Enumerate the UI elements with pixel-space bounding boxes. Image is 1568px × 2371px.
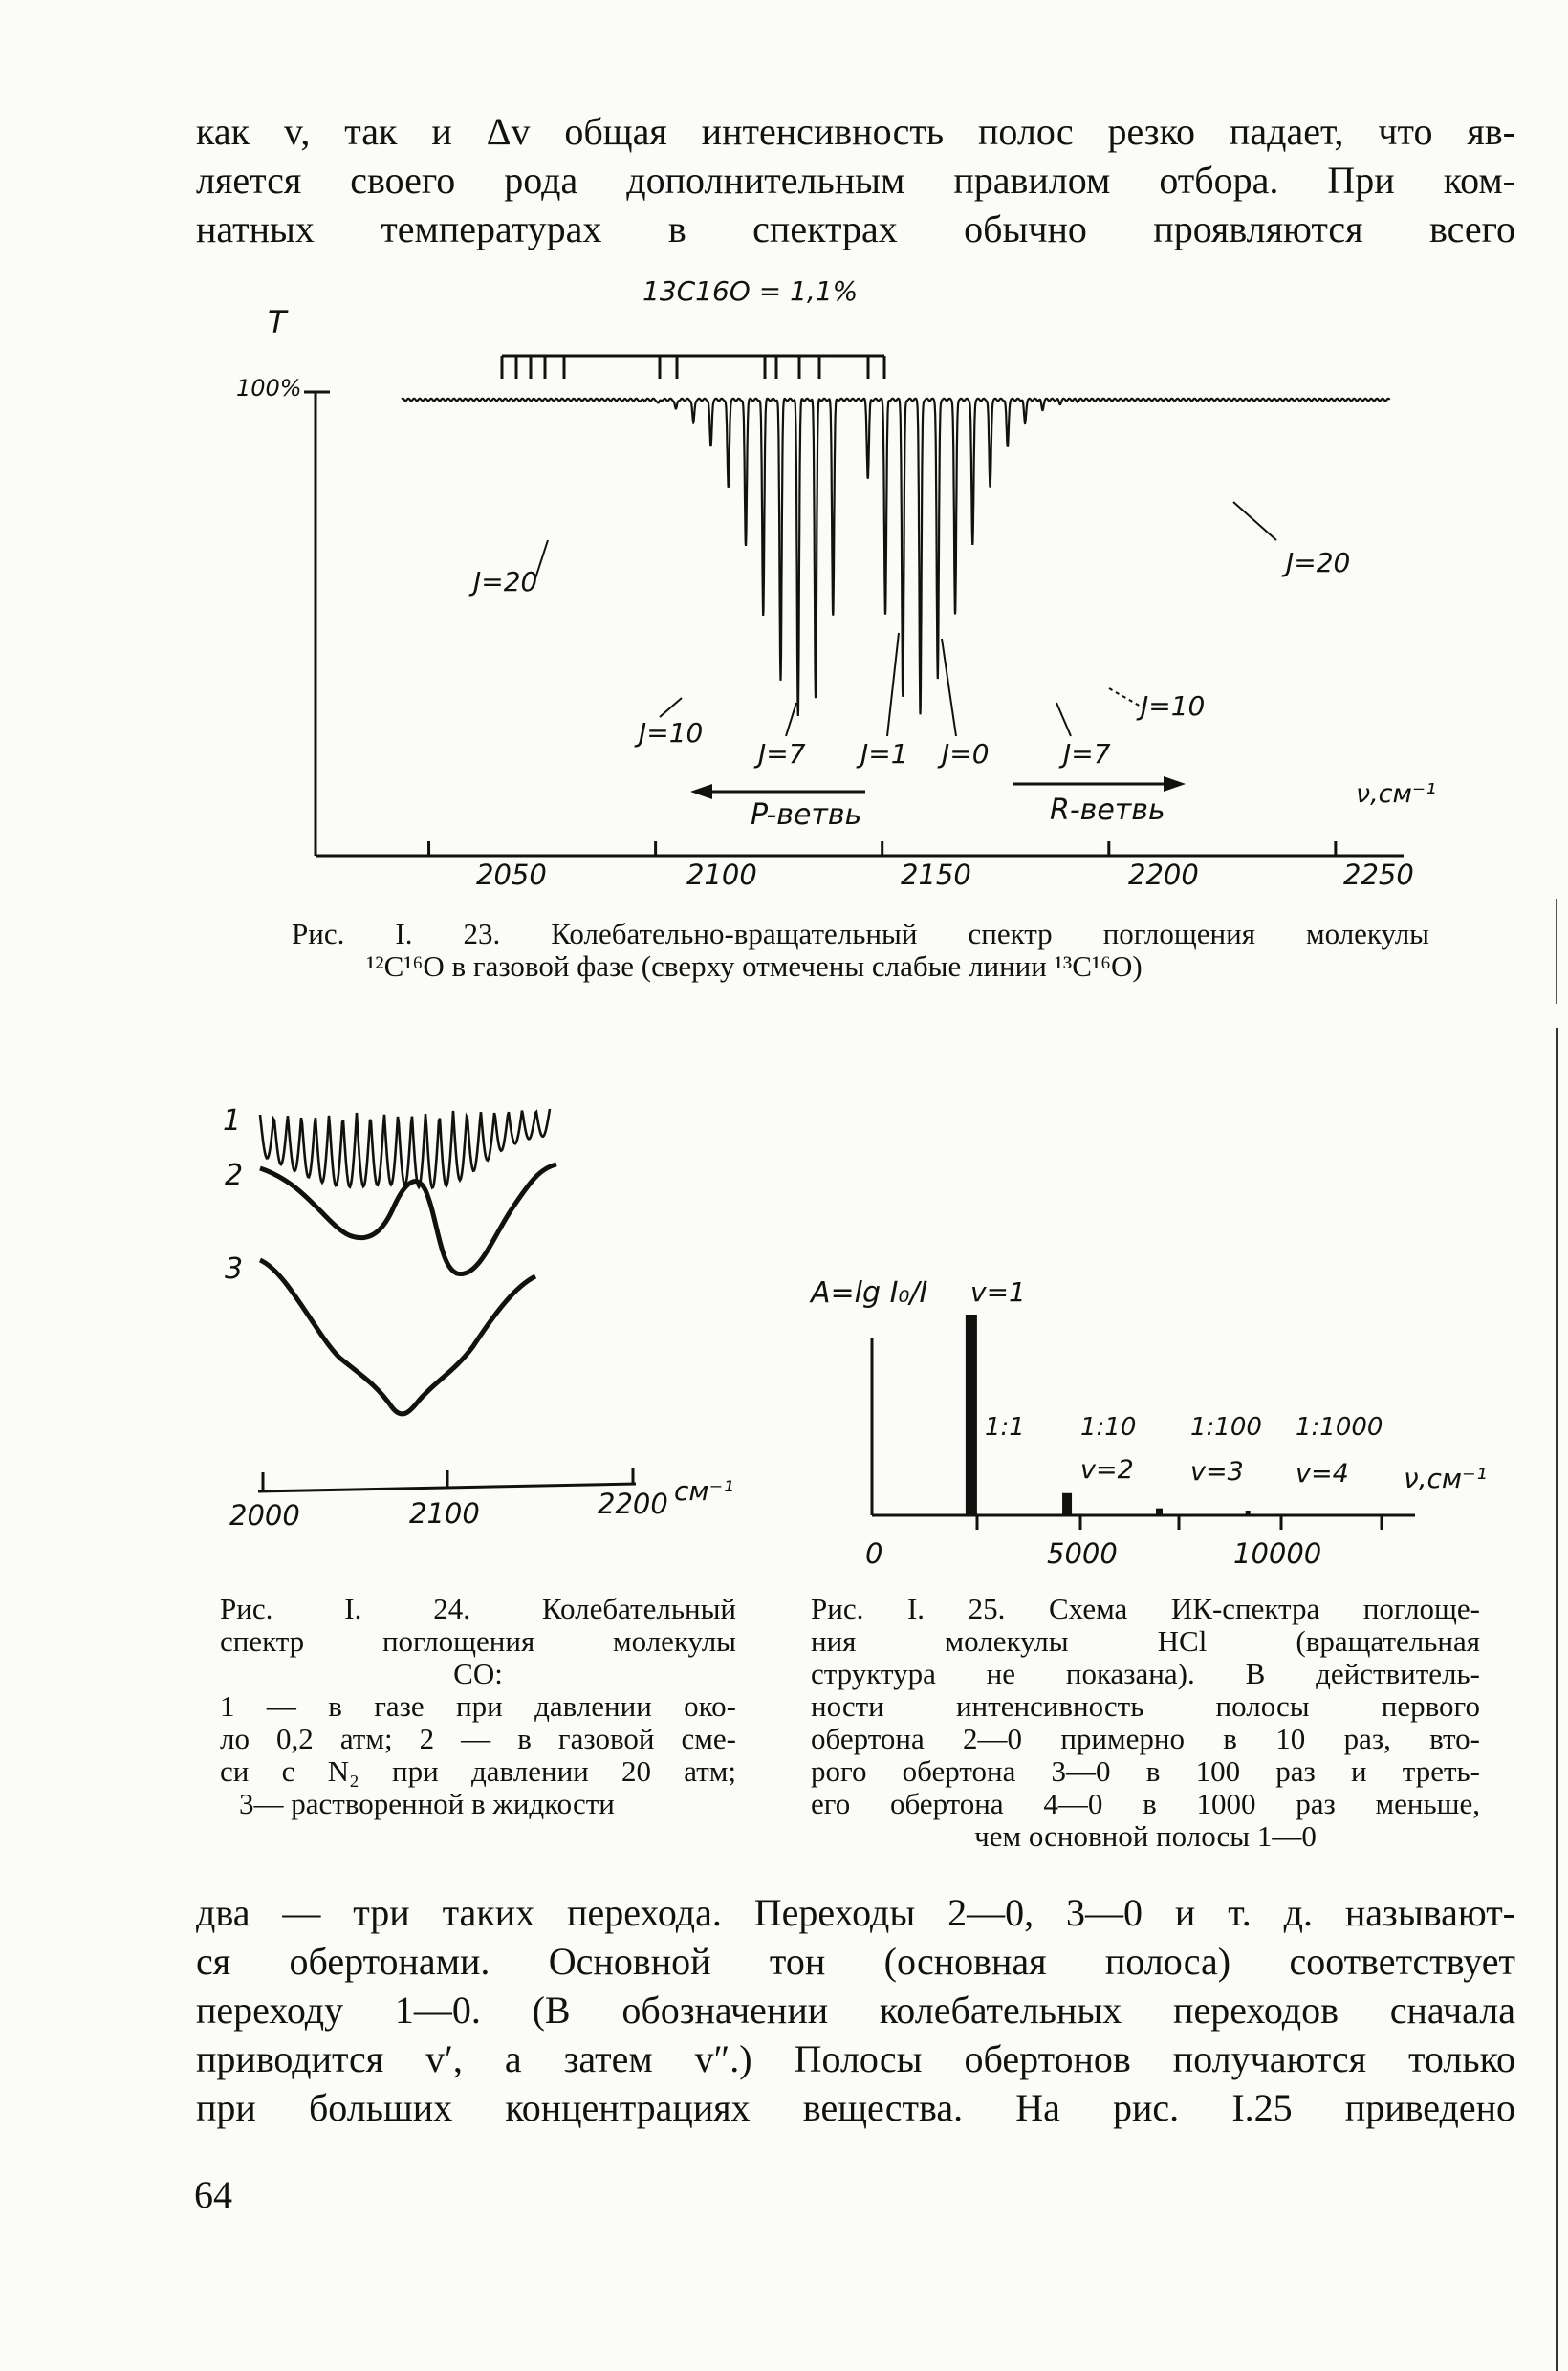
fig25-bar — [966, 1315, 977, 1515]
fig25-x-tick-label: 5000 — [1047, 1537, 1118, 1570]
fig23-annot: J=20 — [1286, 547, 1351, 578]
fig23-r-branch-label: R-ветвь — [1050, 794, 1165, 827]
text-line: два — три таких перехода. Переходы 2—0, 3—0 и т. д. называют- — [196, 1891, 1515, 1934]
fig23-annot: J=10 — [639, 717, 704, 749]
text-line: при больших концентрациях вещества. На рис. I.25 приведено — [196, 2086, 1515, 2129]
caption-line: 3— растворенной в жидкости — [239, 1787, 615, 1820]
fig25-ratio-label: 1:10 — [1080, 1413, 1137, 1442]
fig23-annot: J=7 — [1063, 738, 1111, 770]
caption-line: ло 0,2 атм; 2 — в газовой сме- — [220, 1722, 736, 1755]
fig25-bar-label: v=1 — [970, 1276, 1026, 1308]
caption-line: Рис. I. 24. Колебательный — [220, 1592, 736, 1625]
text-line: ся обертонами. Основной тон (основная полоса) соответствует — [196, 1940, 1515, 1983]
fig23-annot: J=7 — [758, 738, 806, 770]
fig25-bar — [1062, 1493, 1072, 1515]
fig23-y-tick-label: 100% — [236, 375, 302, 402]
fig25-x-label: ν,см⁻¹ — [1404, 1463, 1488, 1494]
fig25-ratio-label: 1:1 — [985, 1413, 1025, 1442]
bottom-paragraph — [196, 1888, 1515, 2132]
fig23-x-tick-label: 2200 — [1128, 859, 1199, 891]
text-line: натных температурах в спектрах обычно проявляются всего — [196, 207, 1515, 250]
fig23-x-tick-label: 2050 — [476, 859, 547, 891]
caption-line: рого обертона 3—0 в 100 раз и треть- — [811, 1754, 1480, 1788]
fig23-annot: J=20 — [473, 566, 538, 598]
fig23-annot: J=10 — [1141, 690, 1206, 722]
fig25-x-tick-label: 10000 — [1233, 1537, 1322, 1570]
fig24-x-tick-label: 2200 — [598, 1488, 668, 1520]
fig24-x-tick-label: 2100 — [409, 1497, 480, 1530]
fig25-caption — [811, 1593, 1480, 1853]
fig25-x-tick-label: 0 — [865, 1537, 883, 1570]
fig23-x-tick-label: 2150 — [901, 859, 971, 891]
page-number: 64 — [194, 2173, 232, 2216]
caption-line: ¹²C¹⁶O в газовой фазе (сверху отмечены слабые линии ¹³C¹⁶O) — [366, 949, 1143, 983]
fig23-x-tick-label: 2250 — [1343, 859, 1414, 891]
fig24-series-label: 1 — [223, 1104, 242, 1138]
caption-line: Рис. I. 23. Колебательно-вращательный спектр поглощения молекулы — [292, 917, 1429, 950]
text-line: приводится v′, а затем v″.) Полосы обертонов получаются только — [196, 2037, 1515, 2080]
page-edge-line — [1556, 1028, 1558, 2371]
fig23-p-branch-label: P-ветвь — [751, 798, 862, 832]
fig25-bar — [1246, 1511, 1251, 1515]
fig25-bar-label: v=2 — [1080, 1455, 1134, 1485]
fig23-annot: J=0 — [942, 738, 990, 770]
caption-line: структура не показана). В действитель- — [811, 1657, 1480, 1690]
fig25-bar-label: v=3 — [1190, 1457, 1244, 1487]
caption-line: ния молекулы HCl (вращательная — [811, 1624, 1480, 1658]
caption-line: Рис. I. 25. Схема ИК-спектра поглоще- — [811, 1592, 1480, 1625]
fig24-series-label: 2 — [225, 1159, 244, 1192]
fig24-x-tick-label: 2000 — [229, 1499, 300, 1532]
fig23-title: 13C16O = 1,1% — [642, 275, 859, 307]
caption-line: чем основной полосы 1—0 — [974, 1819, 1317, 1853]
fig25-bar — [1156, 1509, 1163, 1515]
fig24-series-label: 3 — [225, 1252, 244, 1286]
fig23-x-label: ν,см⁻¹ — [1356, 779, 1436, 809]
fig25-ratio-label: 1:1000 — [1296, 1413, 1383, 1442]
caption-line: его обертона 4—0 в 1000 раз меньше, — [811, 1787, 1480, 1820]
caption-line: си с N₂ при давлении 20 атм; — [220, 1754, 736, 1788]
text-line: ляется своего рода дополнительным правилом отбора. При ком- — [196, 159, 1515, 202]
fig23-annot: J=1 — [860, 738, 908, 770]
caption-line: 1 — в газе при давлении око- — [220, 1689, 736, 1723]
text-line: переходу 1—0. (В обозначении колебательных переходов сначала — [196, 1989, 1515, 2032]
caption-line: спектр поглощения молекулы — [220, 1624, 736, 1658]
text-line: как v, так и Δv общая интенсивность полос резко падает, что яв- — [196, 110, 1515, 153]
fig24-x-unit: см⁻¹ — [674, 1475, 734, 1507]
fig23-x-tick-label: 2100 — [686, 859, 757, 891]
caption-line: ности интенсивность полосы первого — [811, 1689, 1480, 1723]
fig25-ratio-label: 1:100 — [1190, 1413, 1262, 1442]
fig25-bar-label: v=4 — [1296, 1459, 1349, 1489]
fig23-y-label: T — [268, 304, 287, 340]
fig25-y-label: A=lg I₀/I — [811, 1276, 928, 1310]
page-edge-line — [1556, 899, 1557, 1004]
caption-line: CO: — [453, 1657, 503, 1690]
caption-line: обертона 2—0 примерно в 10 раз, вто- — [811, 1722, 1480, 1755]
